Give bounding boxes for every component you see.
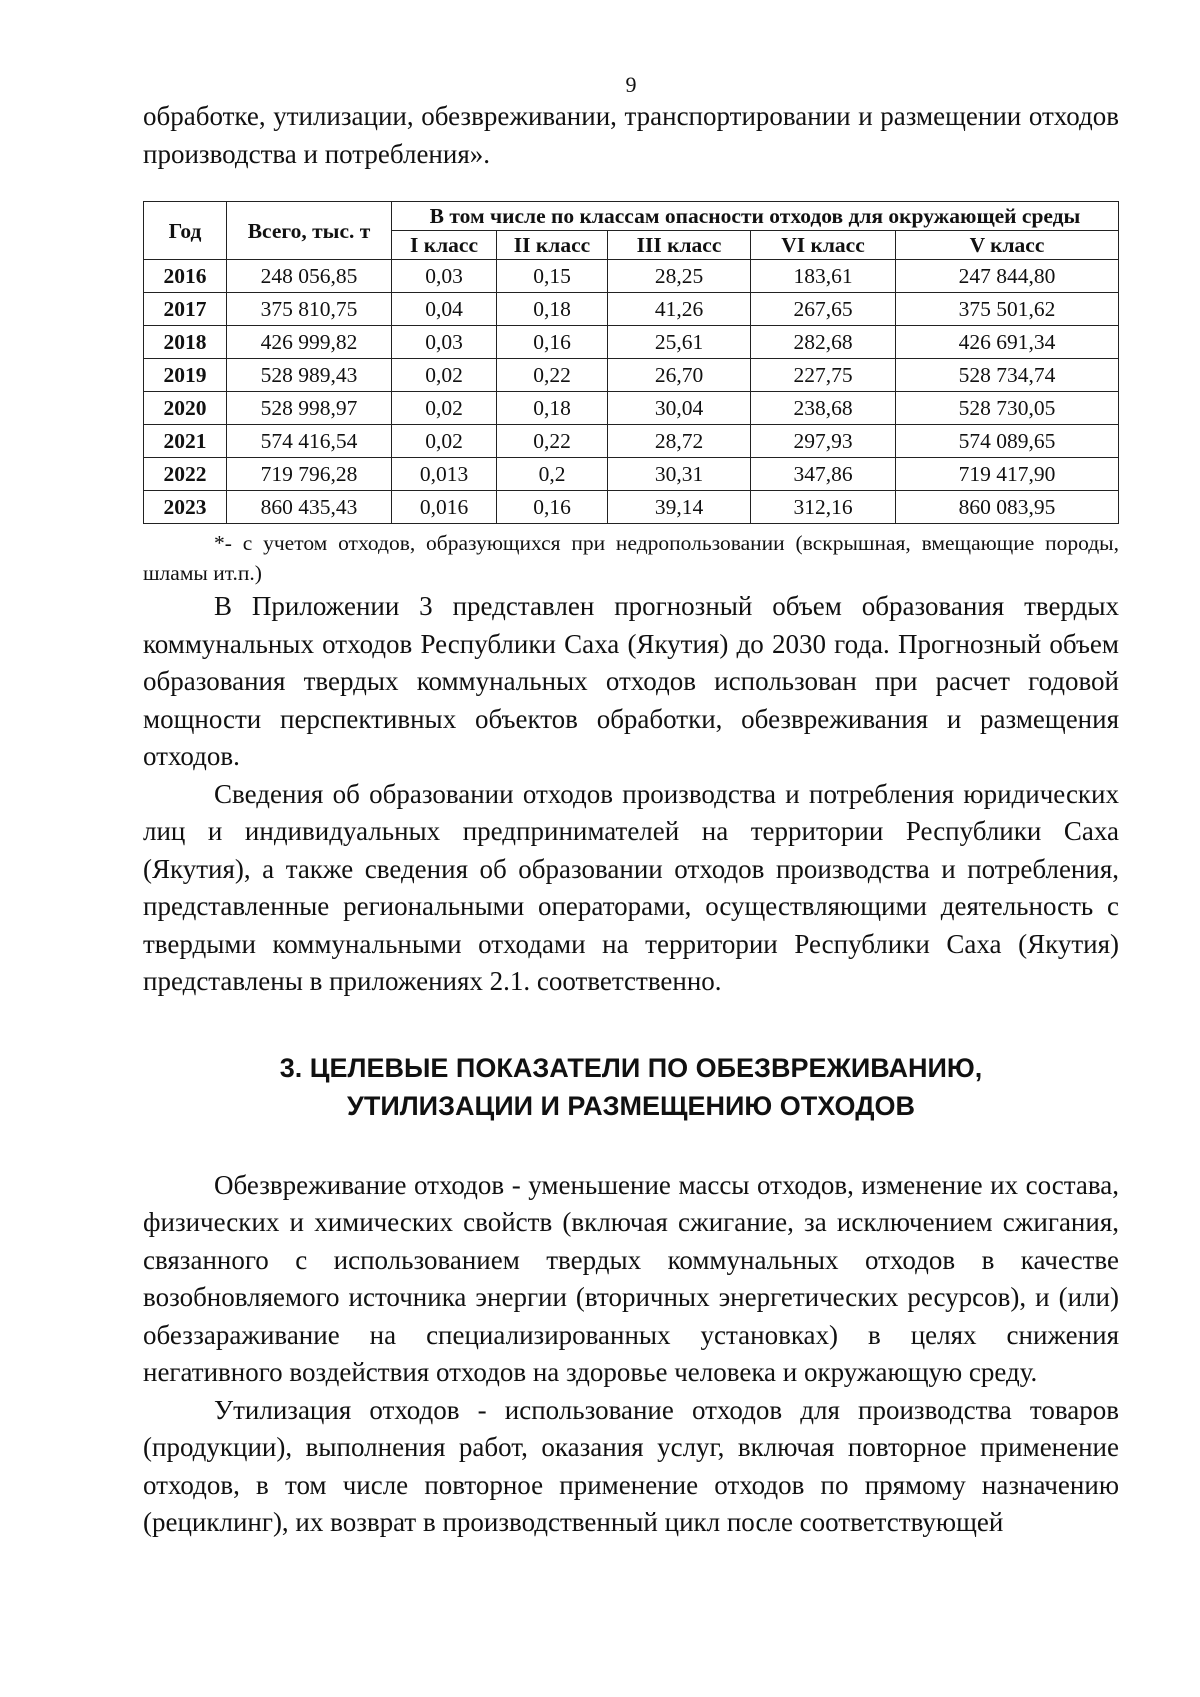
cell-class-2: 0,15 [497,260,608,293]
cell-total: 528 989,43 [227,359,392,392]
table-row [144,359,1119,392]
cell-year: 2023 [144,491,227,524]
cell-year: 2016 [144,260,227,293]
table-row [144,425,1119,458]
cell-class-2: 0,18 [497,293,608,326]
cell-class-2: 0,2 [497,458,608,491]
header-year: Год [144,202,227,260]
cell-total: 860 435,43 [227,491,392,524]
cell-year: 2020 [144,392,227,425]
table-header-row [144,202,1119,231]
table-row [144,392,1119,425]
cell-class-5: 375 501,62 [896,293,1119,326]
header-class-3: III класс [608,231,751,260]
cell-class-2: 0,22 [497,425,608,458]
cell-class-3: 28,25 [608,260,751,293]
intro-paragraph: обработке, утилизации, обезвреживании, транспортировании и размещении отходов производства и потребления». [143,101,1119,169]
cell-class-4: 238,68 [751,392,896,425]
cell-total: 528 998,97 [227,392,392,425]
cell-class-4: 227,75 [751,359,896,392]
cell-class-4: 282,68 [751,326,896,359]
paragraph-neutralization: Обезвреживание отходов - уменьшение массы отходов, изменение их состава, физических и химических свойств (включая сжигание, за исключением сжигания, связанного с использованием твердых коммунальных отходов в качестве возобновляемого источника энергии (вторичных энергетических ресурсов), и (или) обеззараживание на специализированных установках) в целях снижения негативного воздействия отходов на здоровье человека и окружающую среду. [143,1169,1119,1387]
cell-class-1: 0,02 [392,392,497,425]
cell-class-3: 28,72 [608,425,751,458]
cell-total: 719 796,28 [227,458,392,491]
waste-table [143,201,1119,524]
cell-year: 2018 [144,326,227,359]
cell-class-5: 860 083,95 [896,491,1119,524]
cell-total: 375 810,75 [227,293,392,326]
table-footnote: *- с учетом отходов, образующихся при недропользовании (вскрышная, вмещающие породы, шламы ит.п.) [143,531,1119,585]
header-class-4: VI класс [751,231,896,260]
cell-class-4: 347,86 [751,458,896,491]
table-row [144,293,1119,326]
page-content [143,98,1119,1542]
header-total: Всего, тыс. т [227,202,392,260]
cell-class-5: 247 844,80 [896,260,1119,293]
header-class-5: V класс [896,231,1119,260]
cell-class-1: 0,016 [392,491,497,524]
cell-class-3: 39,14 [608,491,751,524]
table-row [144,458,1119,491]
cell-class-1: 0,03 [392,326,497,359]
header-class-1: I класс [392,231,497,260]
cell-class-5: 528 730,05 [896,392,1119,425]
paragraph-forecast: В Приложении 3 представлен прогнозный объем образования твердых коммунальных отходов Республики Саха (Якутия) до 2030 года. Прогнозный объем образования твердых коммунальных отходов использован при расчет годовой мощности перспективных объектов обработки, обезвреживания и размещения отходов. [143,591,1119,771]
cell-class-2: 0,22 [497,359,608,392]
cell-total: 248 056,85 [227,260,392,293]
cell-class-5: 426 691,34 [896,326,1119,359]
cell-class-4: 267,65 [751,293,896,326]
cell-total: 574 416,54 [227,425,392,458]
cell-class-1: 0,04 [392,293,497,326]
cell-class-3: 25,61 [608,326,751,359]
cell-class-4: 312,16 [751,491,896,524]
page-number: 9 [625,72,637,97]
cell-class-1: 0,02 [392,359,497,392]
cell-class-1: 0,02 [392,425,497,458]
header-hazard-classes: В том числе по классам опасности отходов для окружающей среды [392,202,1119,231]
cell-class-5: 574 089,65 [896,425,1119,458]
cell-year: 2017 [144,293,227,326]
cell-class-2: 0,16 [497,326,608,359]
cell-year: 2021 [144,425,227,458]
cell-class-2: 0,16 [497,491,608,524]
cell-class-5: 719 417,90 [896,458,1119,491]
cell-class-5: 528 734,74 [896,359,1119,392]
table-row [144,491,1119,524]
cell-class-4: 297,93 [751,425,896,458]
cell-class-3: 30,31 [608,458,751,491]
cell-class-3: 41,26 [608,293,751,326]
cell-year: 2019 [144,359,227,392]
cell-class-1: 0,013 [392,458,497,491]
paragraph-utilization: Утилизация отходов - использование отходов для производства товаров (продукции), выполнения работ, оказания услуг, включая повторное применение отходов, в том числе повторное применение отходов по прямому назначению (рециклинг), их возврат в производственный цикл после соответствующей [143,1394,1119,1537]
cell-class-3: 30,04 [608,392,751,425]
cell-class-2: 0,18 [497,392,608,425]
header-class-2: II класс [497,231,608,260]
section-heading-line-1: 3. ЦЕЛЕВЫЕ ПОКАЗАТЕЛИ ПО ОБЕЗВРЕЖИВАНИЮ, [279,1052,983,1083]
cell-class-3: 26,70 [608,359,751,392]
section-heading [143,1049,1119,1125]
table-row [144,260,1119,293]
section-heading-line-2: УТИЛИЗАЦИИ И РАЗМЕЩЕНИЮ ОТХОДОВ [347,1090,915,1121]
cell-year: 2022 [144,458,227,491]
paragraph-information: Сведения об образовании отходов производства и потребления юридических лиц и индивидуальных предпринимателей на территории Республики Саха (Якутия), а также сведения об образовании отходов производства и потребления, представленные региональными операторами, осуществляющими деятельность с твердыми коммунальными отходами на территории Республики Саха (Якутия) представлены в приложениях 2.1. соответственно. [143,778,1119,996]
cell-total: 426 999,82 [227,326,392,359]
cell-class-4: 183,61 [751,260,896,293]
cell-class-1: 0,03 [392,260,497,293]
table-row [144,326,1119,359]
